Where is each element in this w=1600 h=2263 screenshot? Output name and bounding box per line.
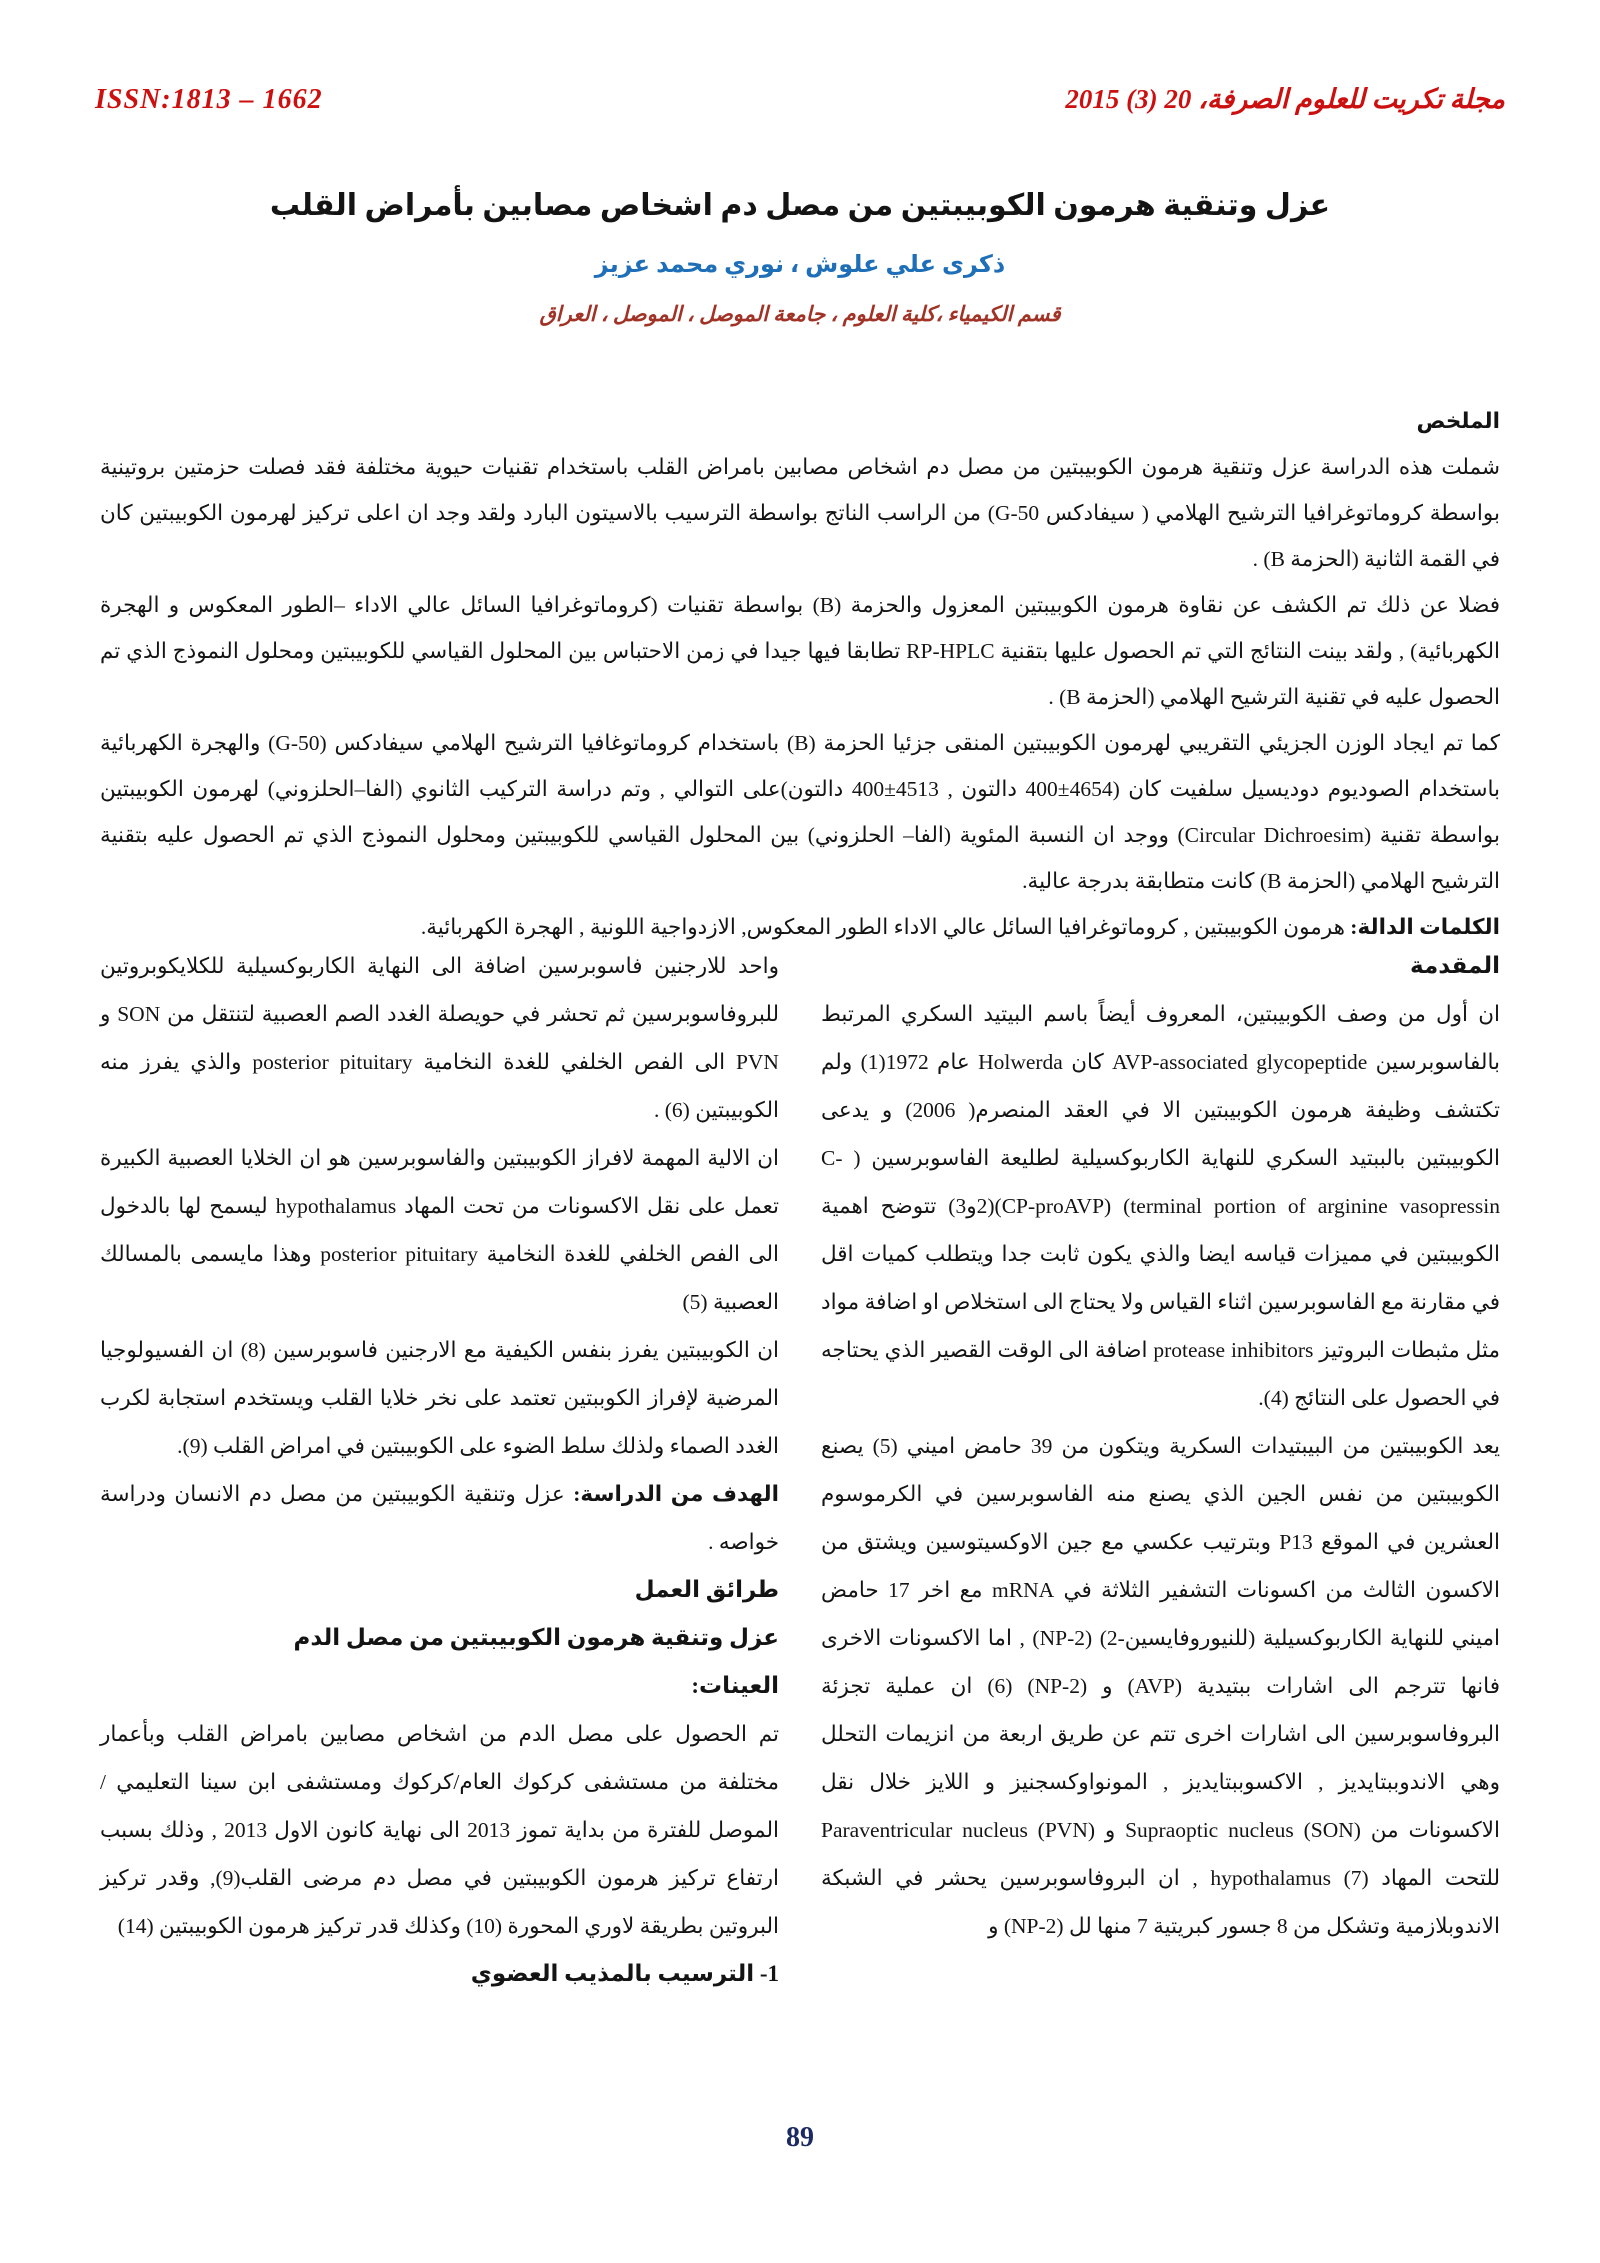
study-goal-label: الهدف من الدراسة: <box>573 1482 779 1506</box>
abstract-section <box>100 398 1500 950</box>
intro-column-right <box>821 942 1500 1998</box>
methods-heading: طرائق العمل <box>634 1577 779 1602</box>
abstract-heading: الملخص <box>1416 409 1500 433</box>
left-paragraph-2: ان الالية المهمة لافراز الكوبيبتين والفاسوبرسين هو ان الخلايا العصبية الكبيرة تعمل على نقل الاكسونات من تحت المهاد hypothalamus ليسمح لها بالدخول الى الفص الخلفي للغدة النخامية posterior pituitary وهذا مايسمى بالمسالك العصبية (5) <box>100 1146 779 1314</box>
left-paragraph-3: ان الكوبيبتين يفرز بنفس الكيفية مع الارجنين فاسوبرسين (8) ان الفسيولوجيا المرضية لإفراز الكوببتين تعتمد على نخر خلايا القلب ويستخدم استجابة لكرب الغدد الصماء ولذلك سلط الضوء على الكوبيبتين في امراض القلب (9). <box>100 1338 779 1458</box>
keywords-label: الكلمات الدالة: <box>1350 915 1500 939</box>
page-footer <box>0 2122 1600 2154</box>
keywords-text: هرمون الكوبيبتين , كروماتوغرافيا السائل عالي الاداء الطور المعكوس, الازدواجية اللونية , الهجرة الكهربائية. <box>420 915 1351 939</box>
left-paragraph-1: واحد للارجنين فاسوبرسين اضافة الى النهاية الكاربوكسيلية للكلايكوبروتين للبروفاسوبرسين ثم تحشر في حويصلة الغدد الصم العصبية لتنتقل من SON و PVN الى الفص الخلفي للغدة النخامية posterior pituitary والذي يفرز منه الكوبيبتين (6) . <box>100 954 779 1122</box>
two-column-body <box>100 942 1500 1998</box>
page-number: 89 <box>786 2122 814 2153</box>
precipitation-heading: 1- الترسيب بالمذيب العضوي <box>470 1961 779 1986</box>
page-header <box>95 84 1505 116</box>
title-block <box>0 188 1600 327</box>
journal-title: مجلة تكريت للعلوم الصرفة، 20 (3) 2015 <box>1065 84 1505 114</box>
samples-paragraph: تم الحصول على مصل الدم من اشخاص مصابين بامراض القلب وبأعمار مختلفة من مستشفى كركوك العام/كركوك ومستشفى ابن سينا التعليمي / الموصل للفترة من بداية تموز 2013 الى نهاية كانون الاول 2013 , وذلك بسبب ارتفاع تركيز هرمون الكوبيبتين في مصل دم مرضى القلب(9), وقدر تركيز البروتين بطريقة لاوري المحورة (10) وكذلك قدر تركيز هرمون الكوبيبتين (14) <box>100 1722 779 1938</box>
isolation-heading: عزل وتنقية هرمون الكوبيبتين من مصل الدم <box>293 1625 779 1650</box>
intro-paragraph-2: يعد الكوبيبتين من البيبتيدات السكرية ويتكون من 39 حامض اميني (5) يصنع الكوبيبتين من نفس الجين الذي يصنع منه الفاسوبرسين في الكرموسوم العشرين في الموقع P13 وبترتيب عكسي مع جين الاوكسيتوسين ويشتق من الاكسون الثالث من اكسونات التشفير الثلاثة في mRNA مع اخر 17 حامض اميني للنهاية الكاربوكسيلية (للنيوروفايسين-2) (NP-2) , اما الاكسونات الاخرى فانها تترجم الى اشارات ببتيدية (AVP) و (NP-2) (6) ان عملية تجزئة البروفاسوبرسين الى اشارات اخرى تتم عن طريق اربعة من انزيمات التحلل وهي الاندوببتايديز , الاكسوببتايديز , المونواوكسجنيز و اللايز خلال نقل الاكسونات من Supraoptic nucleus (SON) و Paraventricular nucleus (PVN) للتحت المهاد hypothalamus (7) , ان البروفاسوبرسين يحشر في الشبكة الاندوبلازمية وتشكل من 8 جسور كبريتية 7 منها لل (NP-2) و <box>821 1434 1501 1938</box>
authors-line: ذكرى علي علوش ، نوري محمد عزيز <box>594 252 1006 278</box>
abstract-paragraph-3: كما تم ايجاد الوزن الجزيئي التقريبي لهرمون الكوبيبتين المنقى جزئيا الحزمة (B) باستخدام كروماتوغافيا الترشيح الهلامي سيفادكس (G-50) والهجرة الكهربائية باستخدام الصوديوم دوديسيل سلفيت كان (4654±400 دالتون , 4513±400 دالتون)على التوالي , وتم دراسة التركيب الثانوي (الفا–الحلزوني) لهرمون الكوبيبتين بواسطة تقنية (Circular Dichroesim) ووجد ان النسبة المئوية (الفا– الحلزوني) بين المحلول القياسي للكوبيبتين ومحلول النموذج الذي تم الحصول عليه بتقنية الترشيح الهلامي (الحزمة B) كانت متطابقة بدرجة عالية. <box>100 731 1501 893</box>
affiliation-line: قسم الكيمياء ،كلية العلوم ، جامعة الموصل ، الموصل ، العراق <box>539 302 1061 326</box>
abstract-paragraph-1: شملت هذه الدراسة عزل وتنقية هرمون الكوبيبتين من مصل دم اشخاص مصابين بامراض القلب باستخدام تقنيات حيوية مختلفة فقد فصلت حزمتين بروتينية بواسطة كروماتوغرافيا الترشيح الهلامي ( سيفادكس G-50) من الراسب الناتج بواسطة الترسيب بالاسيتون البارد ولقد وجد ان اعلى تركيز لهرمون الكوبيبتين كان في القمة الثانية (الحزمة B) . <box>100 455 1501 571</box>
samples-heading: العينات: <box>691 1673 779 1698</box>
intro-paragraph-1: ان أول من وصف الكوبيبتين، المعروف أيضاً باسم البيتيد السكري المرتبط بالفاسوبرسين AVP-associated glycopeptide كان Holwerda عام 1972(1) ولم تكتشف وظيفة هرمون الكوبيبتين الا في العقد المنصرم( 2006) و يدعى الكوبيبتين بالببتيد السكري للنهاية الكاربوكسيلية لطليعة الفاسوبرسين ( C-terminal portion of arginine vasopressin) (CP-proAVP)(2و3) تتوضح اهمية الكوبيبتين في مميزات قياسه ايضا والذي يكون ثابت جدا ويتطلب كميات اقل في مقارنة مع الفاسوبرسين اثناء القياس ولا يحتاج الى استخلاص او اضافة مواد مثل مثبطات البروتيز protease inhibitors اضافة الى الوقت القصير الذي يحتاجه في الحصول على النتائج (4). <box>821 1002 1501 1410</box>
issn-text: ISSN:1813 – 1662 <box>95 84 323 115</box>
body-column-left <box>100 942 779 1998</box>
paper-title: عزل وتنقية هرمون الكوبيبتين من مصل دم اشخاص مصابين بأمراض القلب <box>269 189 1331 222</box>
introduction-heading: المقدمة <box>1410 953 1500 978</box>
study-goal-text: عزل وتنقية الكوبيبتين من مصل دم الانسان ودراسة خواصه . <box>100 1482 779 1554</box>
abstract-paragraph-2: فضلا عن ذلك تم الكشف عن نقاوة هرمون الكوبيبتين المعزول والحزمة (B) بواسطة تقنيات (كروماتوغرافيا السائل عالي الاداء –الطور المعكوس و الهجرة الكهربائية) , ولقد بينت النتائج التي تم الحصول عليها بتقنية RP-HPLC تطابقا فيها جيدا في زمن الاحتباس بين المحلول القياسي للكوبيبتين ومحلول النموذج الذي تم الحصول عليه في تقنية الترشيح الهلامي (الحزمة B) . <box>100 593 1500 709</box>
study-goal-line <box>100 1470 779 1566</box>
